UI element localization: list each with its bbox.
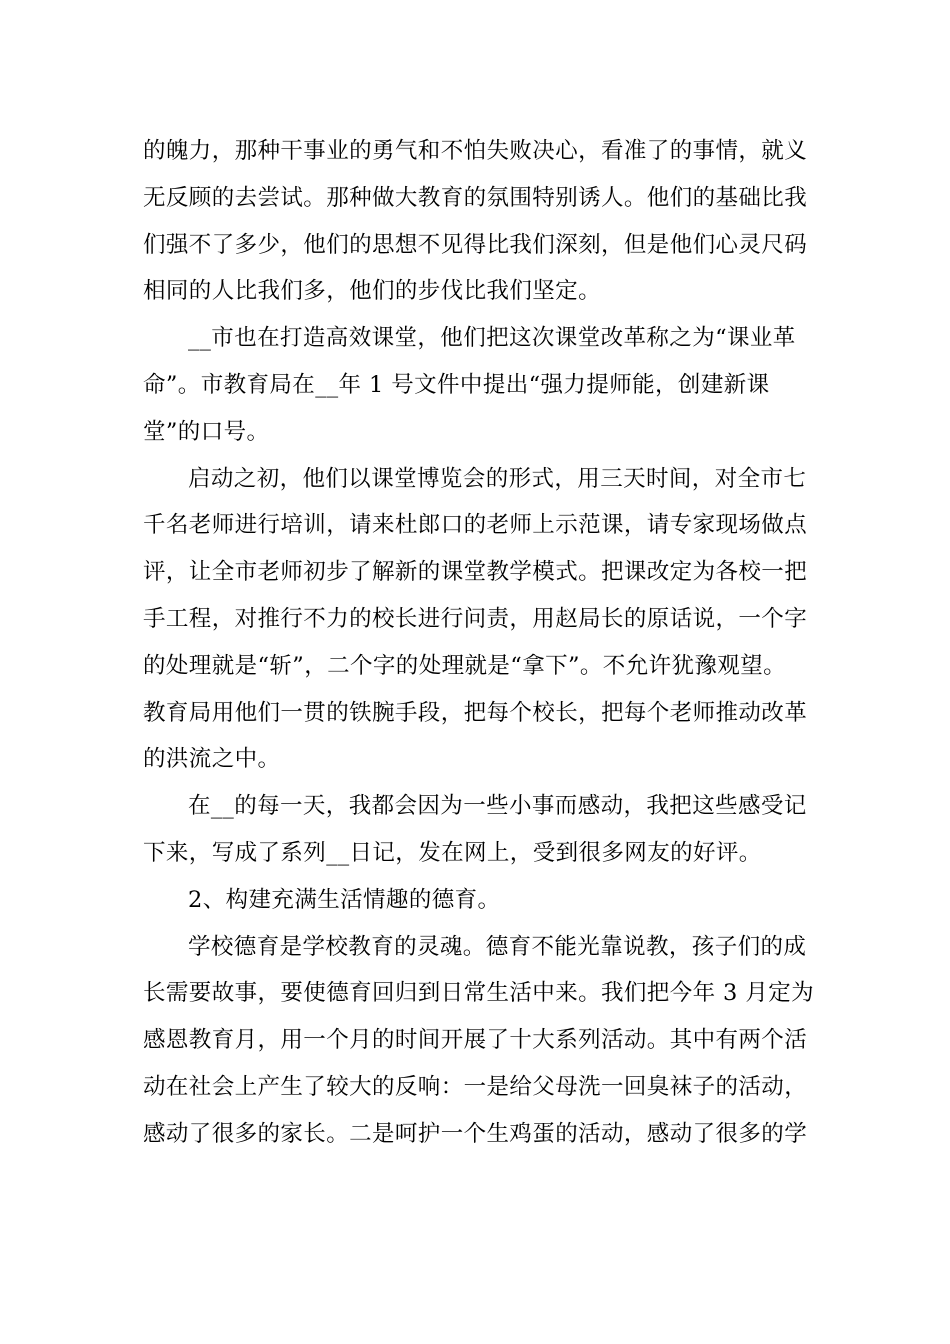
paragraph-line: 在__的每一天，我都会因为一些小事而感动，我把这些感受记: [188, 793, 807, 820]
section-heading: [143, 877, 823, 924]
paragraph-line: 启动之初，他们以课堂博览会的形式，用三天时间，对全市七: [188, 465, 807, 492]
paragraph-line: 感动了很多的家长。二是呵护一个生鸡蛋的活动，感动了很多的学: [143, 1120, 808, 1147]
paragraph-line: 的魄力，那种干事业的勇气和不怕失败决心，看准了的事情，就义: [143, 138, 808, 164]
paragraph-line: 堂”的口号。: [143, 418, 270, 445]
paragraph-line: 们强不了多少，他们的思想不见得比我们深刻，但是他们心灵尺码: [143, 231, 808, 258]
heading-line: 2、构建充满生活情趣的德育。: [188, 886, 501, 913]
paragraph-line: 的洪流之中。: [143, 746, 281, 773]
paragraph-line: 命”。市教育局在__年 1 号文件中提出“强力提师能，创建新课: [143, 371, 770, 398]
document-body: [143, 128, 823, 1158]
paragraph-1: [143, 128, 823, 315]
paragraph-line: 学校德育是学校教育的灵魂。德育不能光靠说教，孩子们的成: [188, 933, 807, 960]
paragraph-3: [143, 456, 823, 784]
paragraph-line: 千名老师进行培训，请来杜郎口的老师上示范课，请专家现场做点: [143, 512, 808, 539]
paragraph-line: 动在社会上产生了较大的反响：一是给父母洗一回臭袜子的活动，: [143, 1073, 808, 1100]
paragraph-line: 无反顾的去尝试。那种做大教育的氛围特别诱人。他们的基础比我: [143, 184, 808, 211]
paragraph-line: 手工程，对推行不力的校长进行问责，用赵局长的原话说，一个字: [143, 605, 808, 632]
paragraph-4: [143, 783, 823, 877]
paragraph-2: [143, 315, 823, 455]
paragraph-line: 的处理就是“斩”，二个字的处理就是“拿下”。不允许犹豫观望。: [143, 652, 787, 679]
paragraph-line: 感恩教育月，用一个月的时间开展了十大系列活动。其中有两个活: [143, 1027, 808, 1054]
paragraph-line: 相同的人比我们多，他们的步伐比我们坚定。: [143, 278, 602, 305]
paragraph-line: 教育局用他们一贯的铁腕手段，把每个校长，把每个老师推动改革: [143, 699, 808, 726]
paragraph-line: 长需要故事，要使德育回归到日常生活中来。我们把今年 3 月定为: [143, 980, 815, 1007]
paragraph-line: 下来，写成了系列__日记，发在网上，受到很多网友的好评。: [143, 839, 762, 866]
paragraph-line: 评，让全市老师初步了解新的课堂教学模式。把课改定为各校一把: [143, 559, 808, 586]
paragraph-line: __市也在打造高效课堂，他们把这次课堂改革称之为“课业革: [188, 325, 796, 352]
paragraph-6: [143, 924, 823, 1158]
